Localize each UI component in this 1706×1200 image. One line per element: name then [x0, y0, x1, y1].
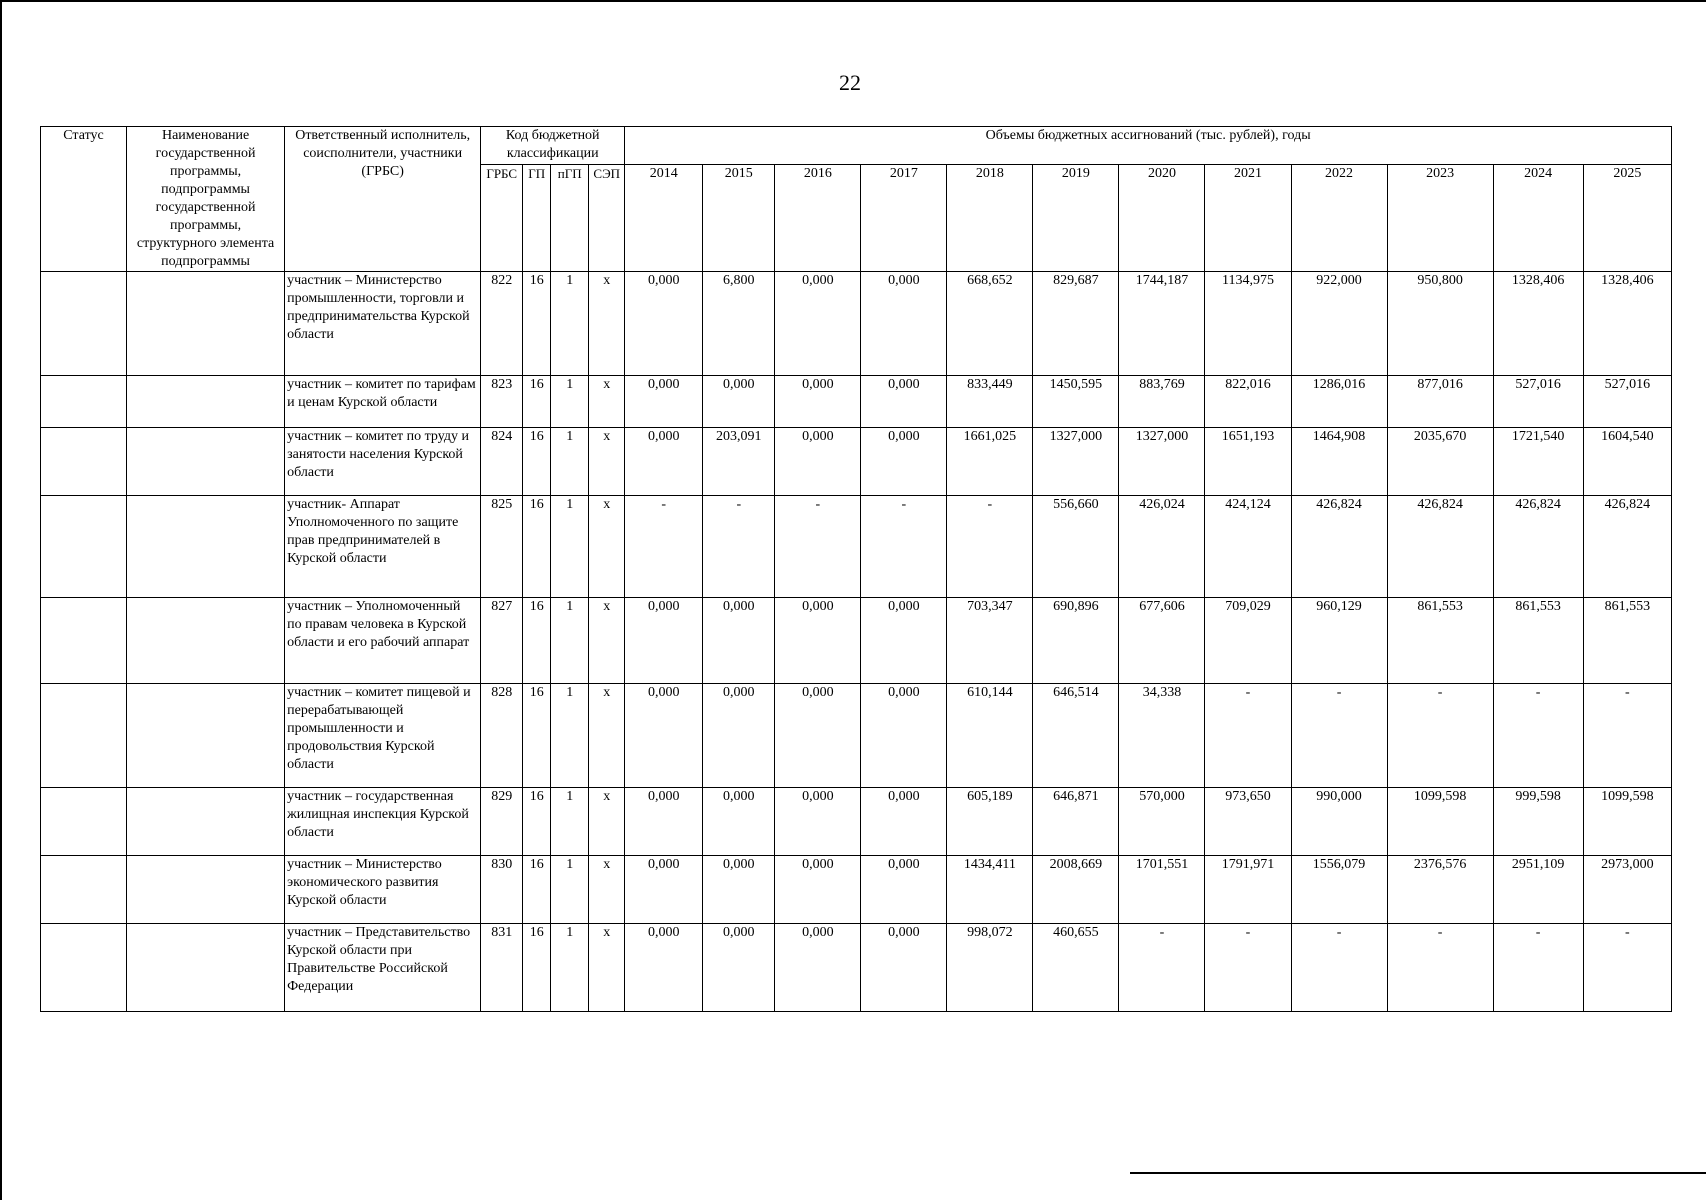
amount-cell: 861,553	[1387, 598, 1493, 684]
header-year: 2018	[947, 165, 1033, 272]
sep-code-cell: х	[589, 496, 625, 598]
amount-cell: 610,144	[947, 684, 1033, 788]
header-executor: Ответственный исполнитель, соисполнители, участники (ГРБС)	[285, 127, 481, 272]
header-volumes-group: Объемы бюджетных ассигнований (тыс. рублей), годы	[625, 127, 1672, 165]
header-year: 2014	[625, 165, 703, 272]
amount-cell: 1464,908	[1291, 428, 1387, 496]
amount-cell: 0,000	[703, 924, 775, 1012]
pgp-code-cell: 1	[551, 428, 589, 496]
amount-cell: 1328,406	[1583, 272, 1671, 376]
amount-cell: 527,016	[1493, 376, 1583, 428]
amount-cell: -	[1387, 684, 1493, 788]
amount-cell: 999,598	[1493, 788, 1583, 856]
sep-code-cell: х	[589, 272, 625, 376]
grbs-code-cell: 824	[481, 428, 523, 496]
amount-cell: 0,000	[861, 598, 947, 684]
grbs-code-cell: 829	[481, 788, 523, 856]
amount-cell: 426,824	[1387, 496, 1493, 598]
budget-table-body	[41, 272, 1672, 1012]
amount-cell: 0,000	[625, 788, 703, 856]
amount-cell: -	[1119, 924, 1205, 1012]
header-year: 2024	[1493, 165, 1583, 272]
program-name-cell	[127, 788, 285, 856]
grbs-code-cell: 827	[481, 598, 523, 684]
amount-cell: 950,800	[1387, 272, 1493, 376]
amount-cell: 0,000	[861, 428, 947, 496]
executor-cell: участник – комитет пищевой и перерабатывающей промышленности и продовольствия Курской области	[285, 684, 481, 788]
amount-cell: -	[1205, 924, 1291, 1012]
status-cell	[41, 272, 127, 376]
amount-cell: -	[861, 496, 947, 598]
amount-cell: 861,553	[1493, 598, 1583, 684]
page-border-left	[0, 0, 2, 1200]
amount-cell: 34,338	[1119, 684, 1205, 788]
amount-cell: 668,652	[947, 272, 1033, 376]
amount-cell: 0,000	[703, 788, 775, 856]
pgp-code-cell: 1	[551, 684, 589, 788]
header-code-col: ГП	[523, 165, 551, 272]
amount-cell: 426,024	[1119, 496, 1205, 598]
amount-cell: 570,000	[1119, 788, 1205, 856]
pgp-code-cell: 1	[551, 598, 589, 684]
pgp-code-cell: 1	[551, 856, 589, 924]
sep-code-cell: х	[589, 684, 625, 788]
amount-cell: 677,606	[1119, 598, 1205, 684]
amount-cell: 426,824	[1291, 496, 1387, 598]
amount-cell: 2973,000	[1583, 856, 1671, 924]
grbs-code-cell: 822	[481, 272, 523, 376]
status-cell	[41, 598, 127, 684]
header-code-col: пГП	[551, 165, 589, 272]
amount-cell: 0,000	[861, 856, 947, 924]
program-name-cell	[127, 428, 285, 496]
amount-cell: 1701,551	[1119, 856, 1205, 924]
amount-cell: 1099,598	[1583, 788, 1671, 856]
amount-cell: 2951,109	[1493, 856, 1583, 924]
budget-table	[40, 126, 1672, 1012]
header-year: 2015	[703, 165, 775, 272]
amount-cell: 1134,975	[1205, 272, 1291, 376]
amount-cell: 861,553	[1583, 598, 1671, 684]
pgp-code-cell: 1	[551, 924, 589, 1012]
table-row	[41, 376, 1672, 428]
amount-cell: 877,016	[1387, 376, 1493, 428]
status-cell	[41, 788, 127, 856]
header-year: 2021	[1205, 165, 1291, 272]
amount-cell: -	[1493, 924, 1583, 1012]
header-year: 2022	[1291, 165, 1387, 272]
amount-cell: 829,687	[1033, 272, 1119, 376]
table-row	[41, 272, 1672, 376]
amount-cell: 0,000	[775, 788, 861, 856]
header-year: 2016	[775, 165, 861, 272]
status-cell	[41, 856, 127, 924]
program-name-cell	[127, 598, 285, 684]
header-year: 2025	[1583, 165, 1671, 272]
sep-code-cell: х	[589, 598, 625, 684]
pgp-code-cell: 1	[551, 376, 589, 428]
amount-cell: 646,514	[1033, 684, 1119, 788]
program-name-cell	[127, 684, 285, 788]
amount-cell: 556,660	[1033, 496, 1119, 598]
header-row-group	[41, 127, 1672, 165]
amount-cell: 973,650	[1205, 788, 1291, 856]
amount-cell: -	[1583, 684, 1671, 788]
amount-cell: 1286,016	[1291, 376, 1387, 428]
gp-code-cell: 16	[523, 598, 551, 684]
executor-cell: участник – Министерство экономического развития Курской области	[285, 856, 481, 924]
amount-cell: 690,896	[1033, 598, 1119, 684]
status-cell	[41, 428, 127, 496]
amount-cell: 1651,193	[1205, 428, 1291, 496]
header-code-col: СЭП	[589, 165, 625, 272]
grbs-code-cell: 825	[481, 496, 523, 598]
header-code-group: Код бюджетной классификации	[481, 127, 625, 165]
table-row	[41, 428, 1672, 496]
page-footer-line	[1130, 1172, 1706, 1174]
page-number: 22	[839, 70, 861, 95]
executor-cell: участник – Уполномоченный по правам человека в Курской области и его рабочий аппарат	[285, 598, 481, 684]
executor-cell: участник- Аппарат Уполномоченного по защите прав предпринимателей в Курской области	[285, 496, 481, 598]
amount-cell: 0,000	[861, 788, 947, 856]
status-cell	[41, 376, 127, 428]
amount-cell: 0,000	[775, 272, 861, 376]
header-year: 2023	[1387, 165, 1493, 272]
amount-cell: 1721,540	[1493, 428, 1583, 496]
amount-cell: -	[1583, 924, 1671, 1012]
amount-cell: 709,029	[1205, 598, 1291, 684]
table-row	[41, 856, 1672, 924]
gp-code-cell: 16	[523, 376, 551, 428]
amount-cell: 960,129	[1291, 598, 1387, 684]
gp-code-cell: 16	[523, 684, 551, 788]
amount-cell: 703,347	[947, 598, 1033, 684]
grbs-code-cell: 830	[481, 856, 523, 924]
table-row	[41, 598, 1672, 684]
amount-cell: -	[625, 496, 703, 598]
grbs-code-cell: 823	[481, 376, 523, 428]
amount-cell: 1327,000	[1119, 428, 1205, 496]
amount-cell: 426,824	[1583, 496, 1671, 598]
amount-cell: 0,000	[703, 376, 775, 428]
sep-code-cell: х	[589, 856, 625, 924]
header-code-col: ГРБС	[481, 165, 523, 272]
amount-cell: 1450,595	[1033, 376, 1119, 428]
amount-cell: 6,800	[703, 272, 775, 376]
table-row	[41, 788, 1672, 856]
amount-cell: 203,091	[703, 428, 775, 496]
amount-cell: 1791,971	[1205, 856, 1291, 924]
amount-cell: 646,871	[1033, 788, 1119, 856]
grbs-code-cell: 828	[481, 684, 523, 788]
pgp-code-cell: 1	[551, 496, 589, 598]
status-cell	[41, 924, 127, 1012]
amount-cell: 0,000	[775, 428, 861, 496]
pgp-code-cell: 1	[551, 788, 589, 856]
amount-cell: 883,769	[1119, 376, 1205, 428]
amount-cell: 0,000	[625, 428, 703, 496]
amount-cell: 0,000	[861, 376, 947, 428]
gp-code-cell: 16	[523, 428, 551, 496]
amount-cell: 922,000	[1291, 272, 1387, 376]
header-year: 2017	[861, 165, 947, 272]
amount-cell: -	[703, 496, 775, 598]
gp-code-cell: 16	[523, 924, 551, 1012]
amount-cell: 424,124	[1205, 496, 1291, 598]
amount-cell: 0,000	[625, 272, 703, 376]
amount-cell: -	[1291, 684, 1387, 788]
amount-cell: 822,016	[1205, 376, 1291, 428]
amount-cell: 998,072	[947, 924, 1033, 1012]
header-year: 2020	[1119, 165, 1205, 272]
amount-cell: 1327,000	[1033, 428, 1119, 496]
amount-cell: 0,000	[775, 598, 861, 684]
executor-cell: участник – комитет по труду и занятости населения Курской области	[285, 428, 481, 496]
amount-cell: 0,000	[625, 856, 703, 924]
gp-code-cell: 16	[523, 496, 551, 598]
program-name-cell	[127, 924, 285, 1012]
amount-cell: -	[1387, 924, 1493, 1012]
executor-cell: участник – Представительство Курской области при Правительстве Российской Федерации	[285, 924, 481, 1012]
amount-cell: -	[947, 496, 1033, 598]
amount-cell: -	[1205, 684, 1291, 788]
gp-code-cell: 16	[523, 788, 551, 856]
amount-cell: 460,655	[1033, 924, 1119, 1012]
program-name-cell	[127, 376, 285, 428]
amount-cell: 0,000	[861, 684, 947, 788]
amount-cell: 0,000	[775, 856, 861, 924]
amount-cell: 0,000	[625, 684, 703, 788]
amount-cell: 0,000	[625, 376, 703, 428]
header-year: 2019	[1033, 165, 1119, 272]
page-border-top	[0, 0, 1706, 2]
table-row	[41, 684, 1672, 788]
amount-cell: 527,016	[1583, 376, 1671, 428]
amount-cell: 1556,079	[1291, 856, 1387, 924]
amount-cell: 1099,598	[1387, 788, 1493, 856]
executor-cell: участник – комитет по тарифам и ценам Курской области	[285, 376, 481, 428]
amount-cell: 1604,540	[1583, 428, 1671, 496]
grbs-code-cell: 831	[481, 924, 523, 1012]
amount-cell: 426,824	[1493, 496, 1583, 598]
pgp-code-cell: 1	[551, 272, 589, 376]
sep-code-cell: х	[589, 924, 625, 1012]
amount-cell: 2376,576	[1387, 856, 1493, 924]
amount-cell: 0,000	[703, 856, 775, 924]
amount-cell: 0,000	[625, 598, 703, 684]
amount-cell: 0,000	[861, 272, 947, 376]
amount-cell: 1661,025	[947, 428, 1033, 496]
header-name: Наименование государственной программы, подпрограммы государственной программы, структурного элемента подпрограммы	[127, 127, 285, 272]
amount-cell: 1744,187	[1119, 272, 1205, 376]
program-name-cell	[127, 856, 285, 924]
status-cell	[41, 496, 127, 598]
program-name-cell	[127, 496, 285, 598]
amount-cell: 0,000	[861, 924, 947, 1012]
amount-cell: 0,000	[703, 684, 775, 788]
gp-code-cell: 16	[523, 856, 551, 924]
amount-cell: 605,189	[947, 788, 1033, 856]
amount-cell: 2008,669	[1033, 856, 1119, 924]
table-row	[41, 496, 1672, 598]
sep-code-cell: х	[589, 788, 625, 856]
executor-cell: участник – государственная жилищная инспекция Курской области	[285, 788, 481, 856]
amount-cell: 0,000	[775, 924, 861, 1012]
sep-code-cell: х	[589, 376, 625, 428]
program-name-cell	[127, 272, 285, 376]
header-status: Статус	[41, 127, 127, 272]
amount-cell: 0,000	[775, 376, 861, 428]
amount-cell: -	[1493, 684, 1583, 788]
amount-cell: 1328,406	[1493, 272, 1583, 376]
amount-cell: 0,000	[703, 598, 775, 684]
sep-code-cell: х	[589, 428, 625, 496]
amount-cell: -	[1291, 924, 1387, 1012]
amount-cell: 1434,411	[947, 856, 1033, 924]
executor-cell: участник – Министерство промышленности, торговли и предпринимательства Курской области	[285, 272, 481, 376]
amount-cell: 0,000	[775, 684, 861, 788]
status-cell	[41, 684, 127, 788]
amount-cell: 0,000	[625, 924, 703, 1012]
amount-cell: 990,000	[1291, 788, 1387, 856]
amount-cell: 833,449	[947, 376, 1033, 428]
table-row	[41, 924, 1672, 1012]
amount-cell: -	[775, 496, 861, 598]
amount-cell: 2035,670	[1387, 428, 1493, 496]
gp-code-cell: 16	[523, 272, 551, 376]
